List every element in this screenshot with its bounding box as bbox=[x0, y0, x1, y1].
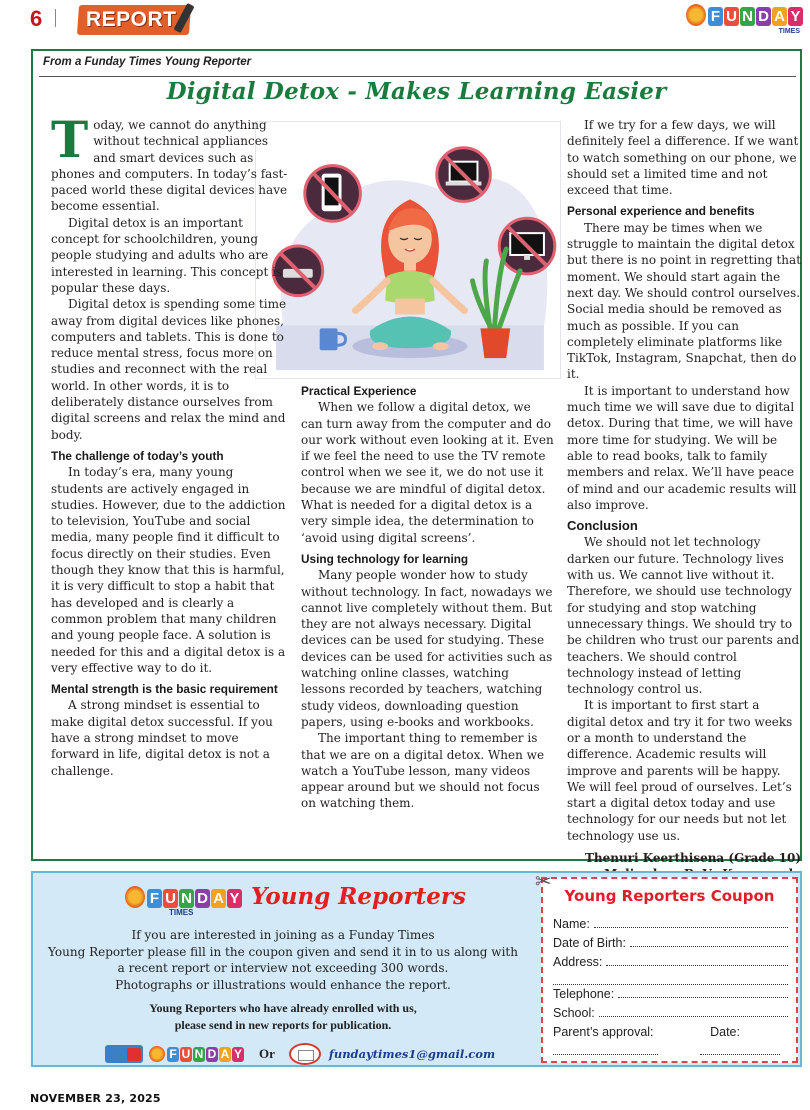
young-reporters-title: Young Reporters bbox=[251, 883, 466, 910]
paragraph: When we follow a digital detox, we can turn away from the computer and do our work without even looking at it. Even if we feel the need to use the TV remote control when we see it, we do not use it because we are mindful of digital detox. What is needed for a digital detox is a very simple idea, the determination to ‘avoid using digital screens’. bbox=[301, 400, 554, 545]
logo-letter: U bbox=[163, 889, 178, 908]
paragraph: In today’s era, many young students are actively engaged in studies. However, due to the addiction to television, YouTube and social media, many people find it difficult to focus directly on their studies. Even though they know that this is harmful, it is very difficult to stop a habit that has developed and is clearly a common problem that many children and young people face. A solution is needed for this and a digital detox is a very effective way to do it. bbox=[51, 465, 286, 675]
paragraph: There may be times when we struggle to maintain the digital detox but there is no point in regretting that moment. We should start again the next day. We should control ourselves. Social media should be removed as much as possible. If you can completely eliminate platforms like TikTok, Instagram, Snapchat, then do it. bbox=[567, 220, 802, 382]
logo-letter: A bbox=[220, 1047, 230, 1061]
section-badge-label: REPORT bbox=[86, 8, 177, 31]
logo-letter: F bbox=[147, 889, 162, 908]
logo-letter: D bbox=[756, 7, 771, 26]
field-label: Telephone: bbox=[553, 987, 615, 1001]
field-label: Date: bbox=[710, 1025, 740, 1039]
young-reporters-coupon bbox=[535, 869, 798, 1063]
field-label: Address: bbox=[553, 955, 603, 969]
logo-letter: D bbox=[195, 889, 210, 908]
article-frame bbox=[31, 49, 802, 866]
byline-author: Thenuri Keerthisena (Grade 10) bbox=[584, 851, 801, 866]
coupon-approval-blanks bbox=[553, 1042, 788, 1055]
dob-blank[interactable] bbox=[630, 934, 788, 947]
instruction-line: Young Reporter please fill in the coupon given and send it in to us along with bbox=[48, 944, 518, 959]
mascot-icon bbox=[149, 1046, 165, 1062]
paragraph: A strong mindset is essential to make digital detox successful. If you have a strong mindset to move forward in life, digital detox is not a challenge. bbox=[51, 698, 273, 778]
field-label: School: bbox=[553, 1006, 595, 1020]
logo-letter: F bbox=[708, 7, 723, 26]
coupon-approval-labels bbox=[553, 1023, 788, 1042]
logo-subtitle: TIMES bbox=[169, 907, 194, 917]
email-icon bbox=[289, 1043, 321, 1065]
header-divider bbox=[55, 9, 56, 27]
field-label: Date of Birth: bbox=[553, 936, 626, 950]
subheading: Practical Experience bbox=[301, 384, 417, 398]
subheading: Mental strength is the basic requirement bbox=[51, 682, 278, 697]
paragraph: oday, we cannot do anything without technical appliances and smart devices such as phones and computers. In today’s fast-paced world these digital devices have become essential. bbox=[51, 118, 288, 214]
logo-letter: A bbox=[211, 889, 226, 908]
coupon-form bbox=[553, 915, 788, 1055]
young-reporters-instructions bbox=[43, 927, 523, 993]
kicker: From a Funday Times Young Reporter bbox=[43, 56, 252, 68]
illustration bbox=[255, 121, 561, 379]
paragraph: Many people wonder how to study without technology. In fact, nowadays we cannot live completely without them. But they are not always necessary. Digital devices can be used for studying. These devices can be used for activities such as watching online classes, watching lessons recorded by teachers, watching study videos, downloading question papers, using e-books and workbooks. bbox=[301, 568, 553, 729]
field-label: Name: bbox=[553, 917, 590, 931]
paragraph: If we try for a few days, we will definitely feel a difference. If we want to watch something on our phone, we should set a limited time and not exceed that time. bbox=[567, 118, 799, 198]
no-laptop-icon bbox=[437, 148, 491, 202]
logo-letter: Y bbox=[233, 1047, 242, 1061]
subheading: Personal experience and benefits bbox=[567, 204, 755, 219]
paragraph: It is important to understand how much time we will save due to digital detox. During that time, we will have more time for studying. We will be able to read books, talk to family members and relax. We’ll have peace of mind and our academic results will also improve. bbox=[567, 383, 797, 512]
mailbox-icon bbox=[105, 1045, 143, 1063]
sun-mascot-icon bbox=[686, 4, 706, 26]
or-label: Or bbox=[259, 1046, 275, 1061]
paragraph: We should not let technology darken our future. Technology lives with us. We cannot live without it. Therefore, we should use technology for studying and stop watching unnecessary things. We should try to be children who trust our parents and teachers. We should control technology instead of letting technology control us. bbox=[567, 535, 800, 697]
logo-letter: N bbox=[179, 889, 194, 908]
drop-cap: T bbox=[51, 110, 89, 169]
section-badge bbox=[77, 5, 191, 35]
notice-line: Young Reporters who have already enrolled with us, bbox=[149, 1001, 417, 1015]
logo-letter: N bbox=[194, 1047, 204, 1061]
name-blank[interactable] bbox=[594, 915, 788, 928]
logo-letter: Y bbox=[788, 7, 803, 26]
meditating-girl-illustration bbox=[256, 122, 560, 378]
mascot-icon bbox=[125, 886, 145, 908]
logo-letter: N bbox=[740, 7, 755, 26]
scissors-icon: ✂ bbox=[535, 869, 552, 893]
address-blank[interactable] bbox=[606, 953, 788, 966]
funday-times-logo bbox=[686, 4, 804, 35]
logo-letter: A bbox=[772, 7, 787, 26]
issue-date: NOVEMBER 23, 2025 bbox=[30, 1092, 161, 1105]
paragraph: Digital detox is an important concept for schoolchildren, young people studying and adults who are interested in learning. This concept is popular these days. bbox=[51, 215, 283, 295]
coupon-field-school[interactable] bbox=[553, 1004, 788, 1023]
subheading: The challenge of today’s youth bbox=[51, 448, 224, 463]
no-monitor-icon bbox=[499, 218, 555, 274]
email-link[interactable]: fundaytimes1@gmail.com bbox=[328, 1047, 496, 1061]
paragraph: It is important to first start a digital detox and try it for two weeks or a month to understand the difference. Academic results will improve and parents will be happy. We will feel proud of ourselves. Let’s start a digital detox today and use technology for our needs but not let technology use us. bbox=[567, 698, 793, 843]
no-phone-icon bbox=[305, 166, 361, 222]
telephone-blank[interactable] bbox=[618, 985, 788, 998]
logo-letter: U bbox=[724, 7, 739, 26]
school-blank[interactable] bbox=[599, 1004, 788, 1017]
coupon-field-address-2[interactable] bbox=[553, 972, 788, 985]
coupon-field-telephone[interactable] bbox=[553, 985, 788, 1004]
article-column-3 bbox=[567, 117, 801, 882]
article-column-1 bbox=[51, 110, 289, 779]
article-column-2 bbox=[301, 383, 556, 812]
contact-row bbox=[105, 1043, 495, 1065]
logo-letter: U bbox=[181, 1047, 191, 1061]
headline: Digital Detox - Makes Learning Easier bbox=[166, 78, 667, 105]
logo-letter: D bbox=[207, 1047, 217, 1061]
enrolled-notice bbox=[43, 1000, 523, 1034]
subheading: Conclusion bbox=[567, 518, 638, 534]
coupon-title: Young Reporters Coupon bbox=[564, 887, 775, 905]
logo-letter: F bbox=[167, 1047, 179, 1062]
coupon-field-address[interactable] bbox=[553, 953, 788, 972]
instruction-line: If you are interested in joining as a Funday Times bbox=[131, 928, 435, 942]
page-number: 6 bbox=[30, 6, 43, 31]
notice-line: please send in new reports for publication. bbox=[174, 1018, 392, 1032]
coupon-field-dob[interactable] bbox=[553, 934, 788, 953]
paragraph: Digital detox is spending some time away from digital devices like phones, computers and tablets. This is done to reduce mental stress, focus more on studies and reconnect with the real world. In other words, it is to deliberately distance ourselves from digital screens and relax the mind and body. bbox=[51, 297, 287, 442]
field-label: Parent’s approval: bbox=[553, 1025, 654, 1039]
funday-times-logo-small bbox=[149, 1046, 245, 1062]
young-reporters-panel bbox=[31, 871, 802, 1067]
parent-approval-blank[interactable] bbox=[553, 1042, 658, 1055]
logo-subtitle: TIMES bbox=[778, 28, 800, 35]
instruction-line: a recent report or interview not exceeding 300 words. bbox=[117, 961, 449, 975]
kicker-divider bbox=[39, 76, 796, 77]
date-blank[interactable] bbox=[700, 1042, 780, 1055]
young-reporters-header bbox=[125, 883, 466, 917]
address-blank-line-2[interactable] bbox=[553, 972, 788, 985]
subheading: Using technology for learning bbox=[301, 551, 469, 566]
instruction-line: Photographs or illustrations would enhance the report. bbox=[115, 977, 451, 992]
coupon-field-name[interactable] bbox=[553, 915, 788, 934]
funday-times-logo bbox=[125, 886, 243, 917]
paragraph: The important thing to remember is that we are on a digital detox. When we watch a YouTube lesson, many videos appear around but we should not focus on watching them. bbox=[301, 731, 545, 811]
logo-letter: Y bbox=[227, 889, 242, 908]
